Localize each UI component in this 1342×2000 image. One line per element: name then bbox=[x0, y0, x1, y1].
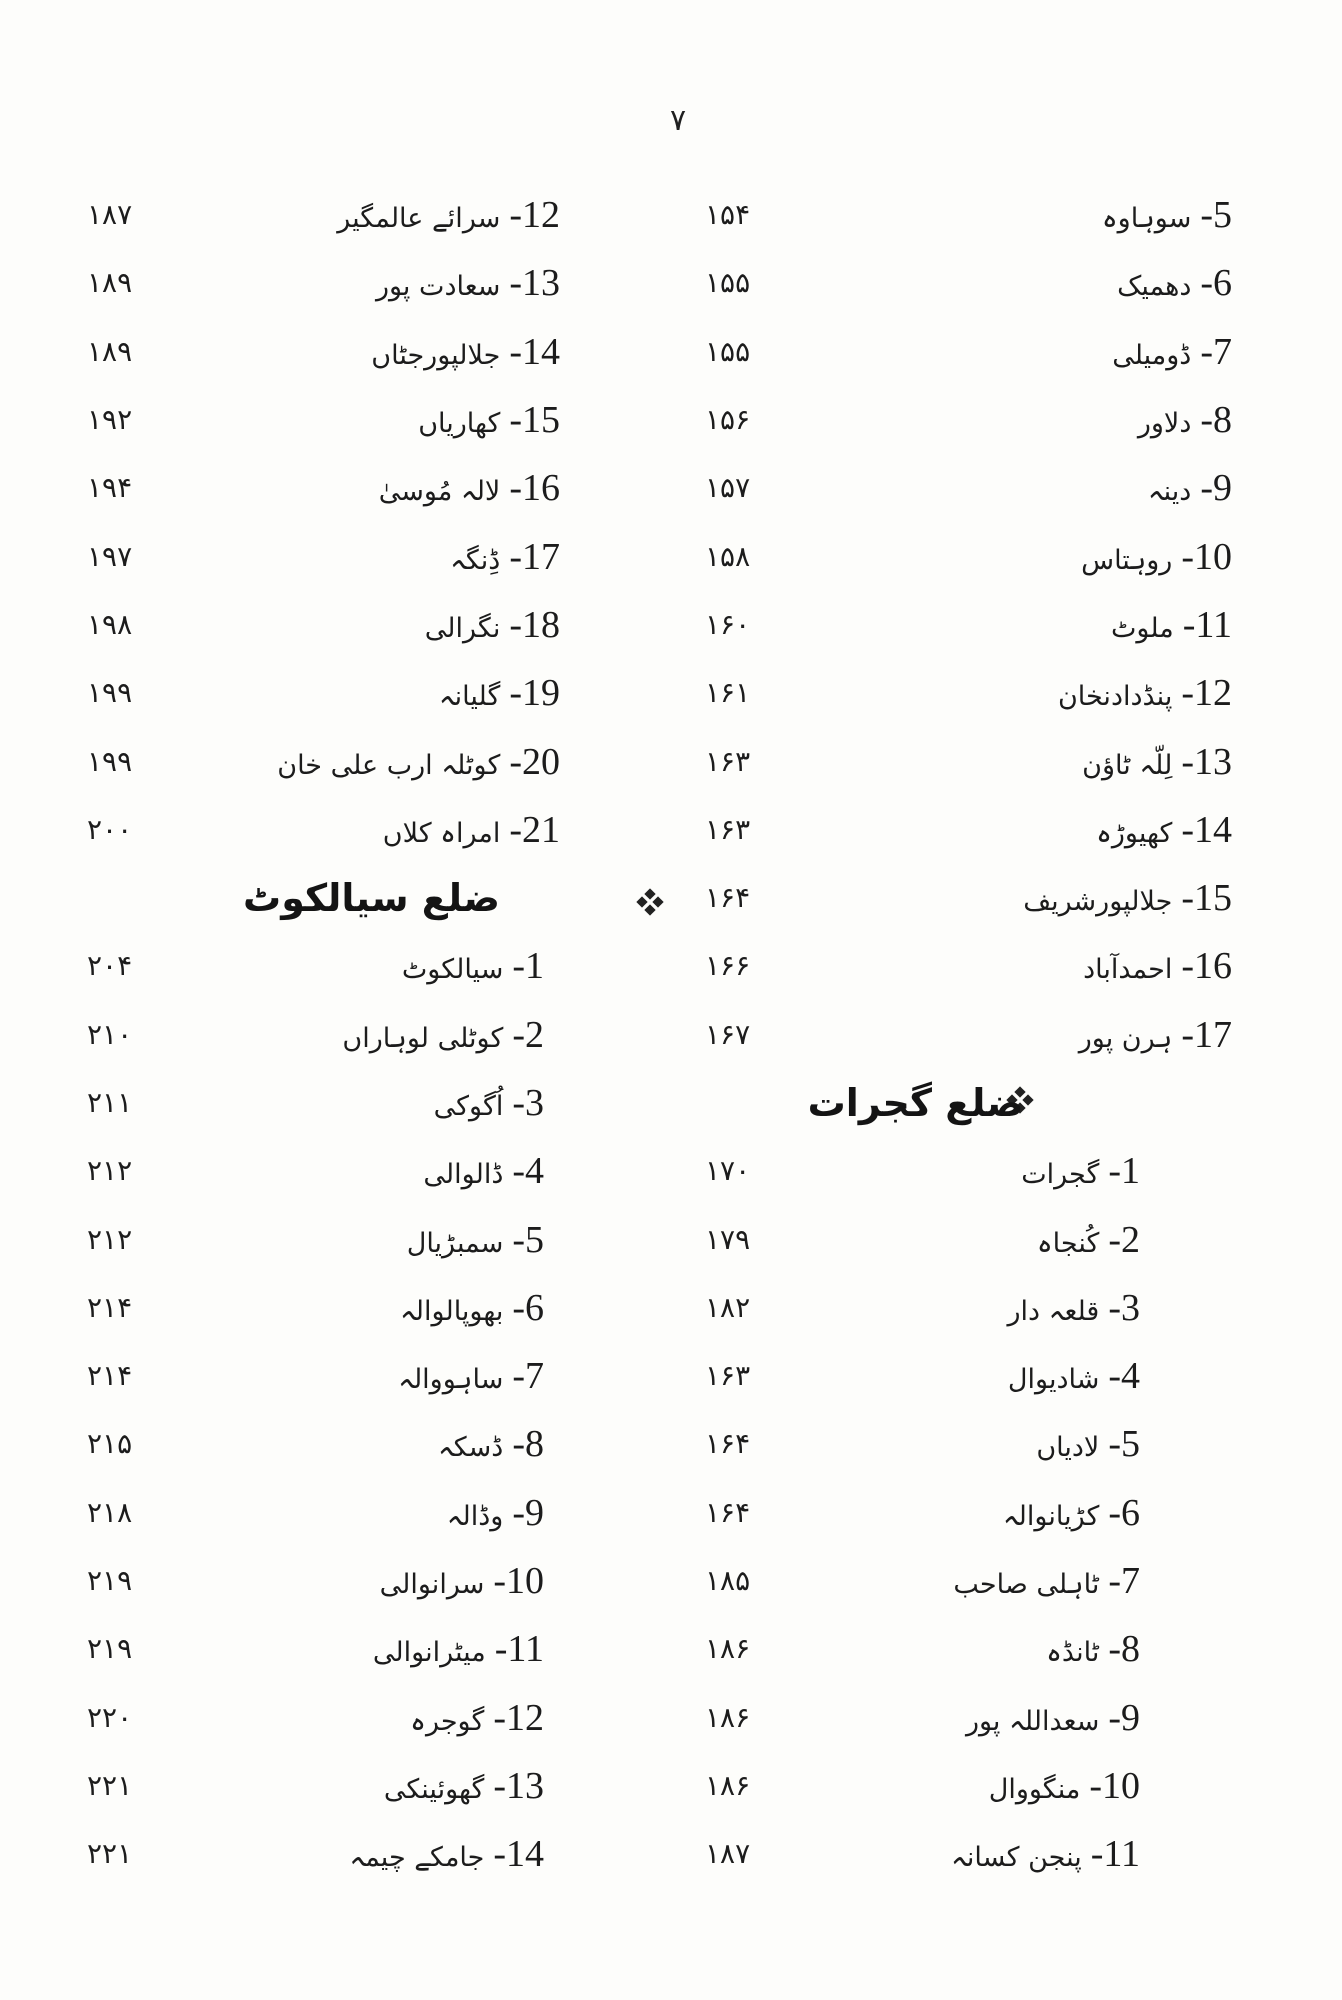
entry-page-number: ۱۵۴ bbox=[705, 198, 751, 232]
entry-title bbox=[379, 1560, 544, 1603]
entry-page-number: ۲۱۹ bbox=[87, 1632, 133, 1666]
entry-place-name: کوٹلہ ارب علی خان bbox=[277, 749, 501, 781]
section-divider-icon bbox=[638, 890, 662, 914]
entry-title bbox=[446, 1491, 544, 1534]
entry-number: 21- bbox=[509, 808, 560, 851]
entry-number: 13- bbox=[1181, 740, 1232, 783]
toc-entry-row bbox=[705, 386, 1232, 454]
entry-place-name: پنڈدادنخان bbox=[1057, 681, 1173, 713]
entry-number: 7- bbox=[1200, 330, 1232, 373]
entry-number: 10- bbox=[1181, 535, 1232, 578]
entry-place-name: امراہ کلاں bbox=[382, 817, 501, 849]
entry-place-name: کڑیانوالہ bbox=[1002, 1500, 1100, 1532]
toc-entry-row bbox=[705, 1615, 1232, 1683]
entry-place-name: ٹانڈہ bbox=[1046, 1637, 1100, 1669]
entry-page-number: ۲۱۲ bbox=[87, 1154, 133, 1188]
entry-place-name: سرائے عالمگیر bbox=[337, 203, 501, 235]
entry-place-name: احمدآباد bbox=[1083, 954, 1173, 986]
entry-place-name: اُگوکی bbox=[433, 1091, 504, 1122]
entry-title bbox=[418, 399, 560, 442]
entry-number: 5- bbox=[512, 1218, 544, 1261]
toc-entry-row bbox=[705, 1820, 1232, 1888]
entry-page-number: ۱۶۳ bbox=[705, 744, 751, 778]
toc-entry-row bbox=[87, 591, 560, 659]
entry-title bbox=[337, 194, 560, 237]
entry-number: 8- bbox=[512, 1423, 544, 1466]
entry-page-number: ۲۱۰ bbox=[87, 1017, 133, 1051]
entry-title bbox=[1036, 1218, 1140, 1261]
entry-number: 4- bbox=[1108, 1355, 1140, 1398]
toc-entry-row bbox=[705, 318, 1232, 386]
entry-page-number: ۱۹۹ bbox=[87, 676, 133, 710]
toc-entry-row bbox=[87, 386, 560, 454]
entry-place-name: بھوپالوالہ bbox=[399, 1295, 504, 1327]
entry-place-name: لادیاں bbox=[1036, 1432, 1100, 1464]
entry-title bbox=[372, 1628, 544, 1671]
entry-number: 10- bbox=[1089, 1764, 1140, 1807]
entry-place-name: منگووال bbox=[988, 1773, 1081, 1805]
entry-page-number: ۱۶۴ bbox=[705, 881, 751, 915]
entry-page-number: ۱۹۷ bbox=[87, 539, 133, 573]
toc-entry-row bbox=[87, 1137, 560, 1205]
entry-number: 18- bbox=[509, 603, 560, 646]
entry-place-name: سرانوالی bbox=[379, 1569, 485, 1601]
entry-number: 13- bbox=[509, 262, 560, 305]
entry-place-name: روہتاس bbox=[1081, 544, 1173, 576]
entry-number: 7- bbox=[1108, 1560, 1140, 1603]
entry-title bbox=[277, 740, 560, 783]
entry-number: 6- bbox=[1108, 1491, 1140, 1534]
entry-page-number: ۲۰۰ bbox=[87, 812, 133, 846]
entry-number: 12- bbox=[493, 1696, 544, 1739]
district-header-text: ضلع گجرات bbox=[807, 1081, 1024, 1125]
entry-place-name: گلیانہ bbox=[438, 681, 501, 713]
toc-entry-row bbox=[705, 522, 1232, 590]
toc-entry-row bbox=[87, 1001, 560, 1069]
entry-place-name: میٹرانوالی bbox=[372, 1637, 486, 1669]
entry-page-number: ۱۹۹ bbox=[87, 744, 133, 778]
toc-entry-row bbox=[87, 318, 560, 386]
entry-page-number: ۱۵۷ bbox=[705, 471, 751, 505]
entry-place-name: کوٹلی لوہاراں bbox=[342, 1022, 504, 1054]
entry-title bbox=[371, 330, 560, 373]
entry-title bbox=[1147, 467, 1232, 510]
entry-page-number: ۱۶۰ bbox=[705, 607, 751, 641]
entry-number: 6- bbox=[512, 1286, 544, 1329]
entry-number: 13- bbox=[493, 1764, 544, 1807]
entry-page-number: ۱۸۶ bbox=[705, 1632, 751, 1666]
entry-place-name: کُنجاہ bbox=[1036, 1227, 1100, 1259]
toc-entry-row bbox=[705, 249, 1232, 317]
toc-entry-row bbox=[87, 1274, 560, 1342]
entry-place-name: ڈسکہ bbox=[437, 1432, 504, 1464]
entry-place-name: وڈالہ bbox=[446, 1500, 504, 1532]
entry-number: 11- bbox=[1090, 1833, 1140, 1876]
toc-entry-row bbox=[705, 454, 1232, 522]
entry-title bbox=[1002, 1491, 1140, 1534]
entry-place-name: سیالکوٹ bbox=[401, 954, 504, 986]
toc-entry-row bbox=[87, 1479, 560, 1547]
entry-title bbox=[965, 1696, 1140, 1739]
toc-entry-row bbox=[705, 1547, 1232, 1615]
entry-number: 1- bbox=[1108, 1150, 1140, 1193]
entry-title bbox=[1117, 262, 1232, 305]
toc-entry-row bbox=[87, 249, 560, 317]
entry-page-number: ۱۶۶ bbox=[705, 949, 751, 983]
entry-title bbox=[1081, 535, 1232, 578]
toc-entry-row bbox=[87, 1410, 560, 1478]
entry-number: 12- bbox=[509, 194, 560, 237]
entry-place-name: سعادت پور bbox=[375, 271, 501, 303]
entry-title bbox=[1112, 330, 1232, 373]
entry-page-number: ۱۶۳ bbox=[705, 1359, 751, 1393]
entry-page-number: ۱۵۶ bbox=[705, 403, 751, 437]
entry-title bbox=[988, 1764, 1140, 1807]
entry-place-name: سوہاوہ bbox=[1101, 203, 1192, 235]
entry-page-number: ۱۶۷ bbox=[705, 1017, 751, 1051]
entry-title bbox=[1036, 1423, 1140, 1466]
entry-page-number: ۱۶۴ bbox=[705, 1495, 751, 1529]
entry-page-number: ۲۲۱ bbox=[87, 1837, 133, 1871]
entry-title bbox=[1078, 1013, 1232, 1056]
toc-entry-row bbox=[705, 1001, 1232, 1069]
entry-place-name: جامکے چیمہ bbox=[349, 1842, 485, 1874]
entry-title bbox=[434, 1084, 544, 1122]
entry-place-name: جلالپورجٹاں bbox=[371, 339, 501, 371]
entry-title bbox=[1057, 672, 1232, 715]
entry-title bbox=[375, 262, 560, 305]
toc-entry-row bbox=[87, 454, 560, 522]
entry-title bbox=[382, 808, 560, 851]
entry-page-number: ۲۱۱ bbox=[87, 1086, 133, 1119]
toc-entry-row bbox=[705, 591, 1232, 659]
entry-page-number: ۱۶۳ bbox=[705, 812, 751, 846]
entry-place-name: گجرات bbox=[1021, 1159, 1100, 1191]
entry-number: 7- bbox=[512, 1355, 544, 1398]
toc-entry-row bbox=[87, 1615, 560, 1683]
entry-place-name: ساہووالہ bbox=[398, 1364, 504, 1396]
entry-place-name: دینہ bbox=[1147, 476, 1192, 508]
entry-title bbox=[1007, 1355, 1140, 1398]
entry-number: 16- bbox=[1181, 945, 1232, 988]
district-header-text: ضلع سیالکوٹ bbox=[243, 876, 500, 921]
toc-entry-row bbox=[705, 1410, 1232, 1478]
entry-number: 2- bbox=[1108, 1218, 1140, 1261]
entry-title bbox=[342, 1013, 544, 1056]
entry-place-name: کھیوڑہ bbox=[1096, 817, 1173, 849]
entry-number: 19- bbox=[509, 672, 560, 715]
entry-page-number: ۲۰۴ bbox=[87, 949, 133, 983]
entry-page-number: ۲۲۱ bbox=[87, 1768, 133, 1802]
entry-place-name: ڈِنگہ bbox=[450, 544, 501, 576]
entry-title bbox=[437, 1423, 544, 1466]
entry-place-name: سمبڑیال bbox=[406, 1227, 504, 1259]
entry-page-number: ۲۱۴ bbox=[87, 1290, 133, 1324]
entry-place-name: قلعہ دار bbox=[1007, 1295, 1100, 1327]
toc-entry-row bbox=[87, 522, 560, 590]
entry-number: 11- bbox=[494, 1628, 544, 1671]
entry-number: 5- bbox=[1200, 194, 1232, 237]
entry-page-number: ۱۷۹ bbox=[705, 1222, 751, 1256]
toc-entry-row bbox=[87, 1752, 560, 1820]
entry-number: 17- bbox=[1181, 1013, 1232, 1056]
toc-entry-row bbox=[87, 1684, 560, 1752]
toc-entry-row bbox=[705, 1684, 1232, 1752]
toc-entry-row bbox=[87, 1342, 560, 1410]
entry-title bbox=[1083, 945, 1232, 988]
entry-place-name: دلاور bbox=[1137, 408, 1192, 440]
entry-place-name: سعداللہ پور bbox=[965, 1705, 1100, 1737]
entry-title bbox=[1021, 1150, 1140, 1193]
entry-page-number: ۱۸۹ bbox=[87, 266, 133, 300]
entry-title bbox=[1023, 877, 1232, 920]
entry-page-number: ۱۸۶ bbox=[705, 1700, 751, 1734]
entry-title bbox=[349, 1833, 544, 1876]
entry-page-number: ۲۱۵ bbox=[87, 1427, 133, 1461]
entry-place-name: شادیوال bbox=[1007, 1364, 1100, 1396]
entry-title bbox=[1046, 1628, 1140, 1671]
entry-page-number: ۱۸۲ bbox=[705, 1290, 751, 1324]
entry-title bbox=[424, 603, 560, 646]
entry-number: 2- bbox=[512, 1013, 544, 1056]
entry-number: 11- bbox=[1182, 603, 1232, 646]
entry-number: 8- bbox=[1200, 399, 1232, 442]
entry-page-number: ۲۲۰ bbox=[87, 1700, 133, 1734]
entry-title bbox=[1110, 603, 1232, 646]
entry-page-number: ۲۱۸ bbox=[87, 1495, 133, 1529]
toc-entry-row bbox=[87, 1547, 560, 1615]
entry-page-number: ۱۵۵ bbox=[705, 266, 751, 300]
entry-title bbox=[378, 467, 560, 510]
toc-entry-row bbox=[87, 659, 560, 727]
entry-number: 4- bbox=[512, 1150, 544, 1193]
toc-entry-row bbox=[705, 659, 1232, 727]
entry-page-number: ۱۵۵ bbox=[705, 334, 751, 368]
entry-number: 12- bbox=[1181, 672, 1232, 715]
entry-number: 15- bbox=[509, 399, 560, 442]
entry-number: 16- bbox=[509, 467, 560, 510]
toc-entry-row bbox=[87, 1820, 560, 1888]
toc-entry-row bbox=[705, 727, 1232, 795]
toc-entry-row bbox=[705, 1479, 1232, 1547]
entry-number: 17- bbox=[509, 535, 560, 578]
entry-page-number: ۱۸۵ bbox=[705, 1564, 751, 1598]
entry-number: 8- bbox=[1108, 1628, 1140, 1671]
entry-number: 10- bbox=[493, 1560, 544, 1603]
entry-title bbox=[1101, 194, 1232, 237]
toc-entry-row bbox=[705, 1205, 1232, 1273]
toc-entry-row bbox=[87, 727, 560, 795]
entry-place-name: ڈومیلی bbox=[1112, 339, 1192, 371]
entry-place-name: گوجرہ bbox=[410, 1705, 485, 1737]
district-header-row bbox=[705, 1069, 1232, 1137]
entry-number: 9- bbox=[1200, 467, 1232, 510]
entry-title bbox=[953, 1560, 1140, 1603]
entry-page-number: ۱۵۸ bbox=[705, 539, 751, 573]
entry-place-name: ٹاہلی صاحب bbox=[953, 1569, 1100, 1601]
toc-entry-row bbox=[87, 796, 560, 864]
toc-entry-row bbox=[87, 1205, 560, 1273]
entry-page-number: ۱۸۶ bbox=[705, 1768, 751, 1802]
entry-number: 1- bbox=[512, 945, 544, 988]
entry-page-number: ۱۹۴ bbox=[87, 471, 133, 505]
entry-number: 14- bbox=[509, 330, 560, 373]
district-header-row bbox=[87, 864, 560, 932]
entry-page-number: ۱۹۲ bbox=[87, 403, 133, 437]
entry-place-name: ڈالوالی bbox=[423, 1159, 504, 1191]
entry-number: 9- bbox=[1108, 1696, 1140, 1739]
entry-number: 3- bbox=[1108, 1286, 1140, 1329]
entry-place-name: ہرن پور bbox=[1078, 1022, 1173, 1054]
entry-title bbox=[401, 945, 544, 988]
entry-title bbox=[951, 1833, 1140, 1876]
entry-number: 20- bbox=[509, 740, 560, 783]
toc-entry-row bbox=[87, 1069, 560, 1137]
entry-place-name: لالہ مُوسیٰ bbox=[378, 476, 501, 508]
entry-title bbox=[438, 672, 560, 715]
entry-page-number: ۱۹۸ bbox=[87, 607, 133, 641]
toc-entry-row bbox=[705, 864, 1232, 932]
toc-entry-row bbox=[705, 796, 1232, 864]
entry-page-number: ۱۷۰ bbox=[705, 1154, 751, 1188]
entry-title bbox=[406, 1218, 544, 1261]
entry-title bbox=[450, 535, 560, 578]
entry-number: 6- bbox=[1200, 262, 1232, 305]
entry-title bbox=[399, 1286, 544, 1329]
entry-page-number: ۲۱۴ bbox=[87, 1359, 133, 1393]
page-number: ۷ bbox=[669, 103, 687, 138]
entry-place-name: نگرالی bbox=[424, 612, 501, 644]
toc-entry-row bbox=[705, 181, 1232, 249]
entry-place-name: دھمیک bbox=[1117, 271, 1192, 303]
toc-entry-row bbox=[705, 932, 1232, 1000]
entry-page-number: ۲۱۲ bbox=[87, 1222, 133, 1256]
entry-title bbox=[1007, 1286, 1141, 1329]
entry-title bbox=[1137, 399, 1232, 442]
entry-place-name: کھاریاں bbox=[418, 408, 501, 440]
toc-entry-row bbox=[705, 1137, 1232, 1205]
toc-column-left bbox=[87, 181, 560, 1888]
entry-title bbox=[423, 1150, 544, 1193]
entry-title bbox=[1096, 808, 1232, 851]
entry-place-name: جلالپورشریف bbox=[1023, 886, 1173, 918]
toc-column-right bbox=[705, 181, 1232, 1888]
entry-page-number: ۱۸۷ bbox=[705, 1837, 751, 1871]
entry-place-name: لِلّہ ٹاؤن bbox=[1082, 749, 1173, 781]
entry-page-number: ۲۱۹ bbox=[87, 1564, 133, 1598]
entry-number: 9- bbox=[512, 1491, 544, 1534]
entry-number: 14- bbox=[1181, 808, 1232, 851]
entry-number: 3- bbox=[512, 1082, 544, 1124]
entry-page-number: ۱۶۱ bbox=[705, 676, 751, 710]
entry-title bbox=[398, 1355, 544, 1398]
entry-number: 5- bbox=[1108, 1423, 1140, 1466]
entry-title bbox=[383, 1764, 544, 1807]
entry-page-number: ۱۸۷ bbox=[87, 198, 133, 232]
toc-entry-row bbox=[705, 1342, 1232, 1410]
entry-number: 14- bbox=[493, 1833, 544, 1876]
entry-title bbox=[410, 1696, 544, 1739]
entry-page-number: ۱۶۴ bbox=[705, 1427, 751, 1461]
entry-place-name: پنجن کسانہ bbox=[951, 1842, 1082, 1874]
entry-page-number: ۱۸۹ bbox=[87, 334, 133, 368]
entry-number: 15- bbox=[1181, 877, 1232, 920]
toc-entry-row bbox=[705, 1274, 1232, 1342]
entry-place-name: گھوئینکی bbox=[383, 1773, 485, 1805]
toc-entry-row bbox=[705, 1752, 1232, 1820]
entry-place-name: ملوٹ bbox=[1110, 612, 1174, 644]
entry-title bbox=[1082, 740, 1232, 783]
toc-entry-row bbox=[87, 932, 560, 1000]
toc-entry-row bbox=[87, 181, 560, 249]
